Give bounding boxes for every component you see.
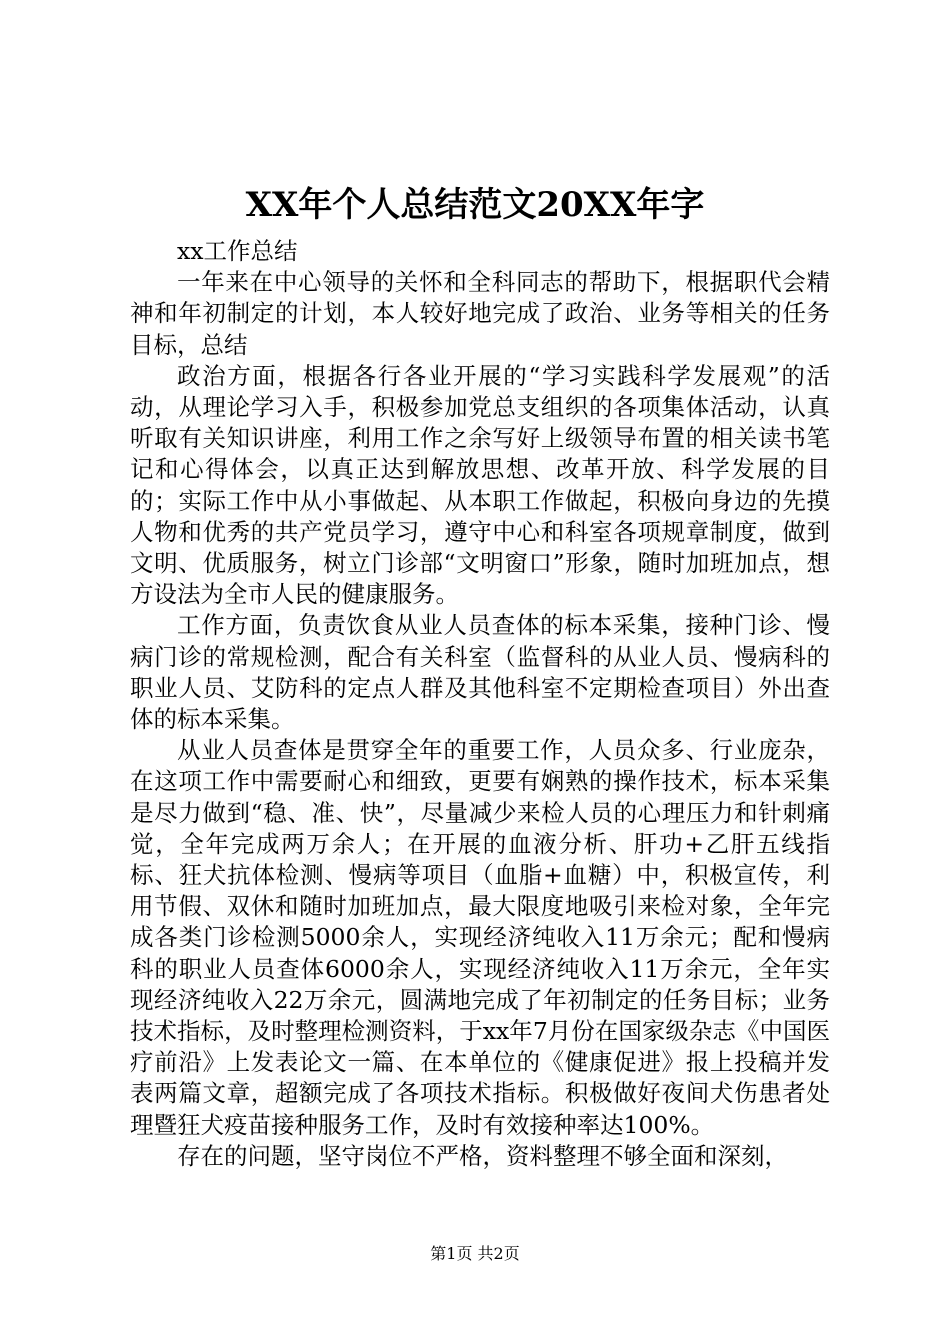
paragraph-work: 工作方面，负责饮食从业人员查体的标本采集，接种门诊、慢病门诊的常规检测，配合有关科室（监督科的从业人员、慢病科的职业人员、艾防科的定点人群及其他科室不定期检查项目）外出查体的标本采集。 (130, 611, 830, 734)
paragraph-intro: 一年来在中心领导的关怀和全科同志的帮助下，根据职代会精神和年初制定的计划，本人较好地完成了政治、业务等相关的任务目标，总结 (130, 268, 830, 359)
document-body (130, 236, 830, 1172)
document-title: XX年个人总结范文20XX年字 (245, 185, 705, 225)
page-footer: 第1页 共2页 (430, 1244, 520, 1263)
paragraph-problems: 存在的问题，坚守岗位不严格，资料整理不够全面和深刻， (177, 1141, 788, 1170)
paragraph-staff-checkup: 从业人员查体是贯穿全年的重要工作，人员众多、行业庞杂，在这项工作中需要耐心和细致，更要有娴熟的操作技术，标本采集是尽力做到“稳、准、快”，尽量减少来检人员的心理压力和针刺痛觉，全年完成两万余人；在开展的血液分析、肝功+乙肝五线指标、狂犬抗体检测、慢病等项目（血脂+血糖）中，积极宣传，利用节假、双休和随时加班加点，最大限度地吸引来检对象，全年完成各类门诊检测5000余人，实现经济纯收入11万余元；配和慢病科的职业人员查体6000余人，实现经济纯收入11万余元，全年实现经济纯收入22万余元，圆满地完成了年初制定的任务目标；业务技术指标，及时整理检测资料，于xx年7月份在国家级杂志《中国医疗前沿》上发表论文一篇、在本单位的《健康促进》报上投稿并发表两篇文章，超额完成了各项技术指标。积极做好夜间犬伤患者处理暨狂犬疫苗接种服务工作，及时有效接种率达100%。 (130, 736, 830, 1139)
paragraph-heading: xx工作总结 (177, 237, 298, 265)
paragraph-politics: 政治方面，根据各行各业开展的“学习实践科学发展观”的活动，从理论学习入手，积极参加党总支组织的各项集体活动，认真听取有关知识讲座，利用工作之余写好上级领导布置的相关读书笔记和心得体会，以真正达到解放思想、改革开放、科学发展的目的；实际工作中从小事做起、从本职工作做起，积极向身边的先摸人物和优秀的共产党员学习，遵守中心和科室各项规章制度，做到文明、优质服务，树立门诊部“文明窗口”形象，随时加班加点，想方设法为全市人民的健康服务。 (130, 361, 830, 609)
